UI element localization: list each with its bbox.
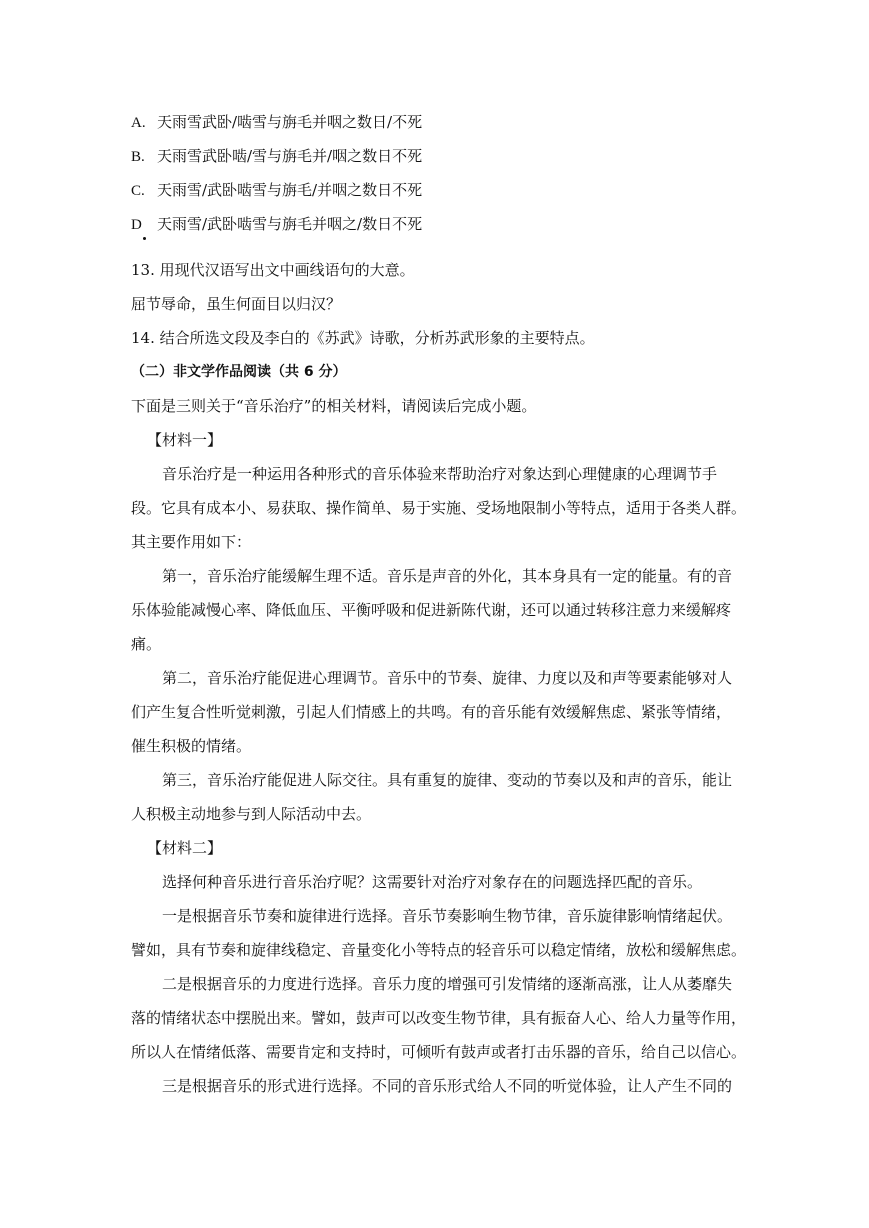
paragraph-line: 其主要作用如下： <box>131 533 252 551</box>
option-text: 天雨雪武卧啮/雪与旃毛并/咽之数日不死 <box>157 147 423 165</box>
paragraph-line: 三是根据音乐的形式进行选择。不同的音乐形式给人不同的听觉体验，让人产生不同的 <box>162 1077 733 1095</box>
option-text: 天雨雪/武卧啮雪与旃毛/并咽之数日不死 <box>157 181 423 199</box>
option-a <box>131 112 422 133</box>
question-13-sentence: 屈节辱命，虽生何面目以归汉？ <box>131 295 342 313</box>
paragraph-line: 段。它具有成本小、易获取、操作简单、易于实施、受场地限制小等特点，适用于各类人群。 <box>131 499 747 517</box>
section-intro: 下面是三则关于“音乐治疗”的相关材料，请阅读后完成小题。 <box>131 397 537 415</box>
question-14-prompt: 14. 结合所选文段及李白的《苏武》诗歌，分析苏武形象的主要特点。 <box>131 329 595 347</box>
paragraph-line: 譬如，具有节奏和旋律线稳定、音量变化小等特点的轻音乐可以稳定情绪，放松和缓解焦虑。 <box>131 941 747 959</box>
option-letter: C. <box>131 183 145 199</box>
stray-dot-mark <box>143 237 146 240</box>
paragraph-line: 催生积极的情绪。 <box>131 737 252 755</box>
paragraph-line: 所以人在情绪低落、需要肯定和支持时，可倾听有鼓声或者打击乐器的音乐，给自己以信心。 <box>131 1043 747 1061</box>
paragraph-line: 们产生复合性听觉刺激，引起人们情感上的共鸣。有的音乐能有效缓解焦虑、紧张等情绪， <box>131 703 732 721</box>
section-heading: （二）非文学作品阅读（共 6 分） <box>131 364 347 380</box>
option-b <box>131 146 422 167</box>
paragraph-line: 痛。 <box>131 635 162 653</box>
option-text: 天雨雪/武卧啮雪与旃毛并咽之/数日不死 <box>157 215 423 233</box>
option-letter: D <box>131 217 142 233</box>
paragraph-line: 人积极主动地参与到人际活动中去。 <box>131 805 372 823</box>
paragraph-line: 音乐治疗是一种运用各种形式的音乐体验来帮助治疗对象达到心理健康的心理调节手 <box>162 465 718 483</box>
paragraph-line: 一是根据音乐节奏和旋律进行选择。音乐节奏影响生物节律，音乐旋律影响情绪起伏。 <box>162 907 733 925</box>
option-letter: A. <box>131 115 146 131</box>
paragraph-line: 选择何种音乐进行音乐治疗呢？这需要针对治疗对象存在的问题选择匹配的音乐。 <box>162 873 703 891</box>
question-13-prompt: 13. 用现代汉语写出文中画线语句的大意。 <box>131 261 415 279</box>
paragraph-line: 第三，音乐治疗能促进人际交往。具有重复的旋律、变动的节奏以及和声的音乐，能让 <box>162 771 733 789</box>
option-text: 天雨雪武卧/啮雪与旃毛并咽之数日/不死 <box>157 113 423 131</box>
material-2-tag: 【材料二】 <box>147 839 223 857</box>
option-c <box>131 180 422 201</box>
material-1-tag: 【材料一】 <box>147 431 223 449</box>
paragraph-line: 二是根据音乐的力度进行选择。音乐力度的增强可引发情绪的逐渐高涨，让人从萎靡失 <box>162 975 733 993</box>
paragraph-line: 第二，音乐治疗能促进心理调节。音乐中的节奏、旋律、力度以及和声等要素能够对人 <box>162 669 733 687</box>
paragraph-line: 落的情绪状态中摆脱出来。譬如，鼓声可以改变生物节律，具有振奋人心、给人力量等作用， <box>131 1009 747 1027</box>
paragraph-line: 第一，音乐治疗能缓解生理不适。音乐是声音的外化，其本身具有一定的能量。有的音 <box>162 567 733 585</box>
option-letter: B. <box>131 149 145 165</box>
option-d <box>131 214 422 235</box>
paragraph-line: 乐体验能减慢心率、降低血压、平衡呼吸和促进新陈代谢，还可以通过转移注意力来缓解疼 <box>131 601 732 619</box>
